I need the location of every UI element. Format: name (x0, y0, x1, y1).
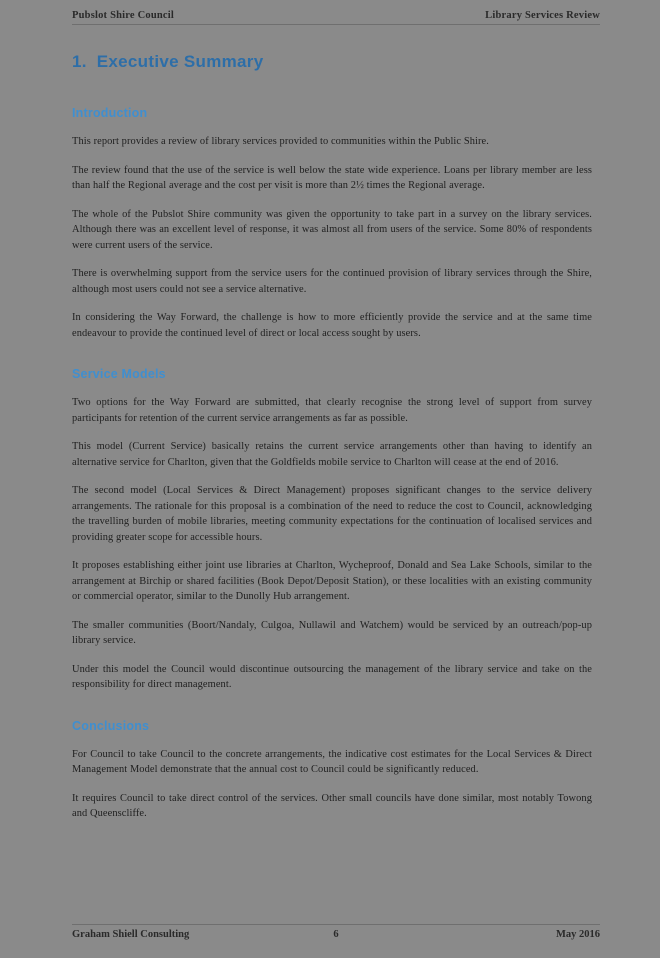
paragraph: The whole of the Pubslot Shire community was given the opportunity to take part in a survey on the library services. Although there was an excellent level of response, it was almost all from users of the service. Some 80% of respondents were current users of the service. (72, 208, 592, 251)
paragraph: It requires Council to take direct control of the services. Other small councils have done similar, most notably Towong and Queenscliffe. (72, 792, 592, 819)
paragraph: In considering the Way Forward, the challenge is how to more efficiently provide the service and at the same time endeavour to provide the continued level of direct or local access sought by users. (72, 312, 592, 339)
page-footer (72, 924, 600, 940)
paragraph: This report provides a review of library services provided to communities within the Public Shire. (72, 136, 489, 147)
paragraph: It proposes establishing either joint use libraries at Charlton, Wycheproof, Donald and Sea Lake Schools, similar to the arrangement at Birchip or shared facilities (Book Depot/Deposit Station), or these localities with an existing community or commercial operator, similar to the Dunolly Hub arrangement. (72, 560, 592, 602)
page-header (72, 10, 600, 25)
page-title (72, 52, 592, 72)
paragraph: The smaller communities (Boort/Nandaly, Culgoa, Nullawil and Watchem) would be serviced by an outreach/pop-up library service. (72, 619, 592, 646)
page-number: 6 (333, 929, 339, 940)
paragraph: For Council to take Council to the concrete arrangements, the indicative cost estimates for the Local Services & Direct Management Model demonstrate that the annual cost to Council could be significantly reduced. (72, 748, 592, 775)
paragraph: The second model (Local Services & Direct Management) proposes significant changes to the service delivery arrangements. The rationale for this proposal is a combination of the need to reduce the cost to Council, acknowledging the travelling burden of mobile libraries, meeting community expectations for the continuation of localised services and providing greater scope for accessible hours. (72, 485, 592, 543)
header-document-title: Library Services Review (485, 10, 600, 21)
footer-author: Graham Shiell Consulting (72, 929, 190, 940)
paragraph: Two options for the Way Forward are submitted, that clearly recognise the strong level of support from survey participants for retention of the current service arrangements as far as possible. (72, 397, 592, 424)
footer-date: May 2016 (555, 929, 600, 940)
section-heading-service-models: Service Models (72, 367, 166, 381)
section-heading-introduction: Introduction (72, 106, 148, 120)
header-council-name: Pubslot Shire Council (72, 10, 175, 21)
paragraph: The review found that the use of the service is well below the state wide experience. Loans per library member are less than half the Regional average and the cost per visit is more than 2½ times the Regional average. (72, 164, 592, 191)
page-content (72, 52, 592, 835)
section-heading-conclusions: Conclusions (72, 718, 150, 733)
chapter-number: 1. (72, 52, 87, 71)
paragraph: Under this model the Council would discontinue outsourcing the management of the library service and take on the responsibility for direct management. (72, 663, 592, 690)
paragraph: This model (Current Service) basically retains the current service arrangements other than having to identify an alternative service for Charlton, given that the Goldfields mobile service to Charlton will cease at the end of 2016. (72, 441, 592, 468)
paragraph: There is overwhelming support from the service users for the continued provision of library services through the Shire, although most users could not see a service alternative. (72, 268, 592, 295)
chapter-title: Executive Summary (96, 52, 264, 71)
